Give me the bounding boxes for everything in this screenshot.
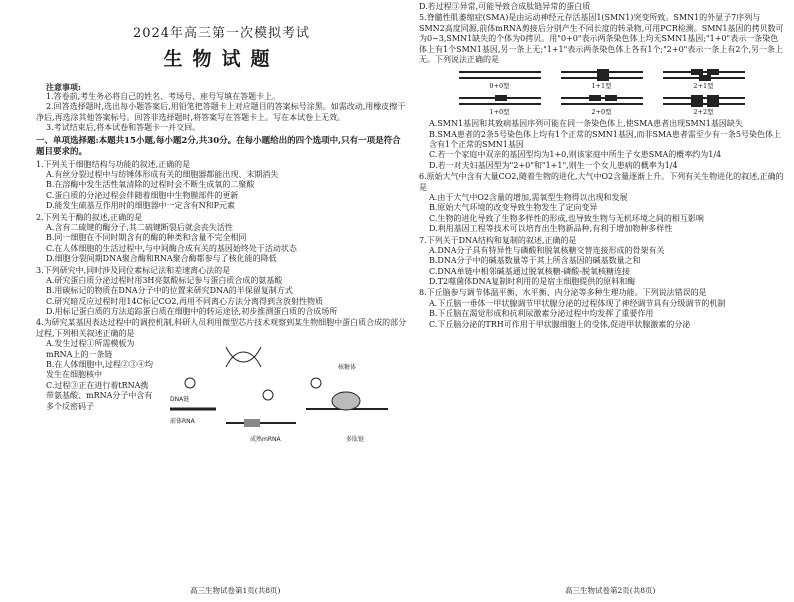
genotype-label: 0+0型 [489, 82, 510, 91]
page-footer: 高三生物试卷第2页(共8页) [565, 586, 656, 596]
genotype-figure [455, 68, 545, 90]
option-b: B.用碳标记的物质在DNA分子中的位置来研究DNA的半保留复制方式 [46, 286, 293, 296]
question-stem: 5.脊髓性肌萎缩症(SMA)是由运动神经元存活基因1(SMN1)突变所致。SMN1的外显子7序列与SMN2高度同源,前体mRNA剪接后分别产生不同长度的转录物,可用PCR检测。SMN1基因的拷贝数可为0~3,SMN1缺失的个体为0拷贝。用"0+0"表示两条染色体上均无SMN1基因;"1+0"表示一条染色体上有1个SMN1基因,另一条上无;"1+1"表示两条染色体上各有1个;"2+0"表示一条上有2个,另一条上无。下列说法正确的是 [419, 13, 784, 64]
genotype-figure [557, 68, 647, 90]
page-footer: 高三生物试卷第1页(共8页) [190, 586, 281, 596]
notice-heading: 注意事项: [46, 81, 81, 92]
question-4-option-d: D.若过程③异常,可能导致合成肽链异常的蛋白质 [419, 2, 591, 11]
option-c: C.下丘脑分泌的TRH可作用于甲状腺细胞上的受体,促进甲状腺激素的分泌 [429, 319, 691, 329]
notice-block [36, 82, 407, 134]
option-d: D.T2噬菌体DNA复制时利用的是宿主细胞提供的原料和酶 [429, 277, 636, 287]
option-d: D.用标记蛋白质的方法追踪蛋白质在细胞中的转运途径,初步推测蛋白质的合成场所 [46, 307, 338, 317]
option-b: B.下丘脑在渴觉形成和抗利尿激素分泌过程中均发挥了重要作用 [429, 309, 654, 319]
option-a: A.SMN1基因和其致病基因序列可能在同一条染色体上,使SMA患者出现SMN1基因缺失 [429, 119, 743, 129]
label-protein: 多肽链 [346, 436, 365, 444]
right-page [415, 0, 794, 602]
option-c: C.DNA单链中相邻碱基通过脱氧核糖-磷酸-脱氧核糖连接 [429, 266, 630, 276]
option-b: B.在溶酶中发生活性氧清除的过程时会不断生成氧的二聚酸 [46, 180, 255, 190]
option-c: C.研究暗反应过程时用14C标记CO2,再用不同离心方法分离得到含放射性物质 [46, 296, 323, 306]
option-b: B.原始大气环境的改变导致生物发生了定向变异 [429, 203, 598, 213]
option-c: C.在人体细胞的生活过程中,与中间酶合成有关的基因始终处于活动状态 [46, 243, 297, 253]
option-b: B.同一细胞在不同时期含有的酶的种类和含量不完全相同 [46, 233, 247, 243]
option-b: B.在人体细胞中,过程②③④均发生在细胞核中 [46, 360, 153, 380]
option-c: C.过程③正在进行着tRNA携带氨基酸、mRNA分子中含有多个反密码子 [46, 380, 153, 411]
question-2 [36, 213, 407, 265]
genotype-figure [659, 68, 749, 90]
exam-title: 2024年高三第一次模拟考试 [132, 26, 311, 41]
smn1-figure-row [419, 68, 784, 90]
label-ribosome: 核糖体 [338, 364, 357, 372]
option-b: B.SMA患者的2条5号染色体上均有1个正常的SMN1基因,而非SMA患者需至少有一条5号染色体上含有1个正常的SMN1基因 [429, 129, 781, 149]
option-a: A.研究蛋白质分泌过程时用3H亮氨酸标记参与蛋白质合成的氨基酸 [46, 275, 283, 285]
label-mature-mrna: 成熟mRNA [250, 436, 281, 444]
question-4 [36, 318, 407, 459]
option-b: B.DNA分子中的碱基数量等于其上所含基因的碱基数量之和 [429, 256, 641, 266]
notice-item: 2.回答选择题时,选出每小题答案后,用铅笔把答题卡上对应题目的答案标号涂黑。如需改动,用橡皮擦干净后,再选涂其他答案标号。回答非选择题时,将答案写在答题卡上。写在本试卷上无效。 [36, 102, 406, 122]
option-a: A.下丘脑一垂体一甲状腺调节甲状腺分泌的过程体现了神经调节具有分级调节的机制 [429, 298, 726, 308]
exam-subject: 生物试题 [163, 47, 280, 70]
question-7 [419, 236, 784, 288]
option-c: C.若一个家庭中双亲的基因型均为1+0,则该家庭中所生子女患SMA的概率约为1/4 [429, 150, 722, 160]
genotype-label: 2+0型 [591, 107, 612, 116]
genotype-figure [455, 94, 545, 116]
question-stem: 3.下列研究中,同时涉及同位素标记法和差速离心法的是 [36, 265, 231, 275]
genotype-label: 1+1型 [591, 82, 612, 91]
label-dna: DNA链 [170, 396, 190, 404]
gene-expression-diagram [156, 339, 396, 459]
option-d: D.利用基因工程等技术可以培育出生物新品种,有利于增加物种多样性 [429, 224, 673, 234]
option-a: A.发生过程①所需模板为mRNA上的一条链 [46, 339, 135, 359]
question-3 [36, 266, 407, 318]
option-d: D.若一对夫妇基因型为"2+0"和"1+1",则生一个女儿患病的概率为1/4 [429, 160, 678, 170]
option-a: A.含有二硫键的酶分子,其二硫键断裂后就会丧失活性 [46, 222, 233, 232]
genotype-label: 1+0型 [489, 107, 510, 116]
question-1 [36, 160, 407, 212]
option-d: D.细胞分裂间期DNA聚合酶和RNA聚合酶都参与了核化能的降低 [46, 254, 277, 264]
question-5 [419, 13, 784, 171]
option-a: A.DNA分子具有特异性与磷酸和脱氧核糖交替连接形成的骨架有关 [429, 245, 665, 255]
genotype-figure [557, 94, 647, 116]
smn1-figure-row [419, 94, 784, 116]
question-stem: 6.原始大气中含有大量CO2,随着生物的进化,大气中O2含量逐渐上升。下列有关生物进化的叙述,正确的是 [419, 172, 784, 192]
question-stem: 4.为研究某基因表达过程中的调控机制,科研人员利用微型芯片技术观察到某生物细胞中蛋白质合成的部分过程,下列相关叙述正确的是 [36, 318, 407, 338]
genotype-label: 2+2型 [693, 107, 714, 116]
notice-item: 3.考试结束后,将本试卷和答题卡一并交回。 [46, 123, 201, 133]
section-heading: 一、单项选择题:本题共15小题,每小题2分,共30分。在每小题给出的四个选项中,只有一项是符合题目要求的。 [36, 135, 401, 157]
question-stem: 8.下丘脑参与调节体温平衡、水平衡、内分泌等多种生理功能。下列说法错误的是 [419, 288, 707, 298]
option-c: C.蛋白质的分泌过程会伴随着细胞中生物膜部件的更新 [46, 190, 239, 200]
option-c: C.生物的进化导致了生物多样性的形成,也导致生物与无机环境之间的相互影响 [429, 213, 704, 223]
genotype-label: 2+1型 [693, 82, 714, 91]
question-6 [419, 172, 784, 234]
option-a: A.有丝分裂过程中与纺锤体形成有关的细胞器都能出现、末期消失 [46, 170, 279, 180]
question-stem: 1.下列关于细胞结构与功能的叙述,正确的是 [36, 159, 191, 169]
genotype-figure [659, 94, 749, 116]
label-pre-mrna: 前体RNA [170, 418, 195, 426]
option-d: D.能发生硫基互作用时的细胞器中一定含有N和P元素 [46, 201, 236, 211]
question-8 [419, 288, 784, 330]
notice-item: 1.答卷前,考生务必将自己的姓名、考场号、座号写填在答题卡上。 [46, 91, 281, 101]
question-stem: 7.下列关于DNA结构和复制的叙述,正确的是 [419, 235, 577, 245]
question-stem: 2.下列关于酶的叙述,正确的是 [36, 212, 143, 222]
option-a: A.由于大气中O2含量的增加,需氧型生物得以出现和发展 [429, 192, 628, 202]
